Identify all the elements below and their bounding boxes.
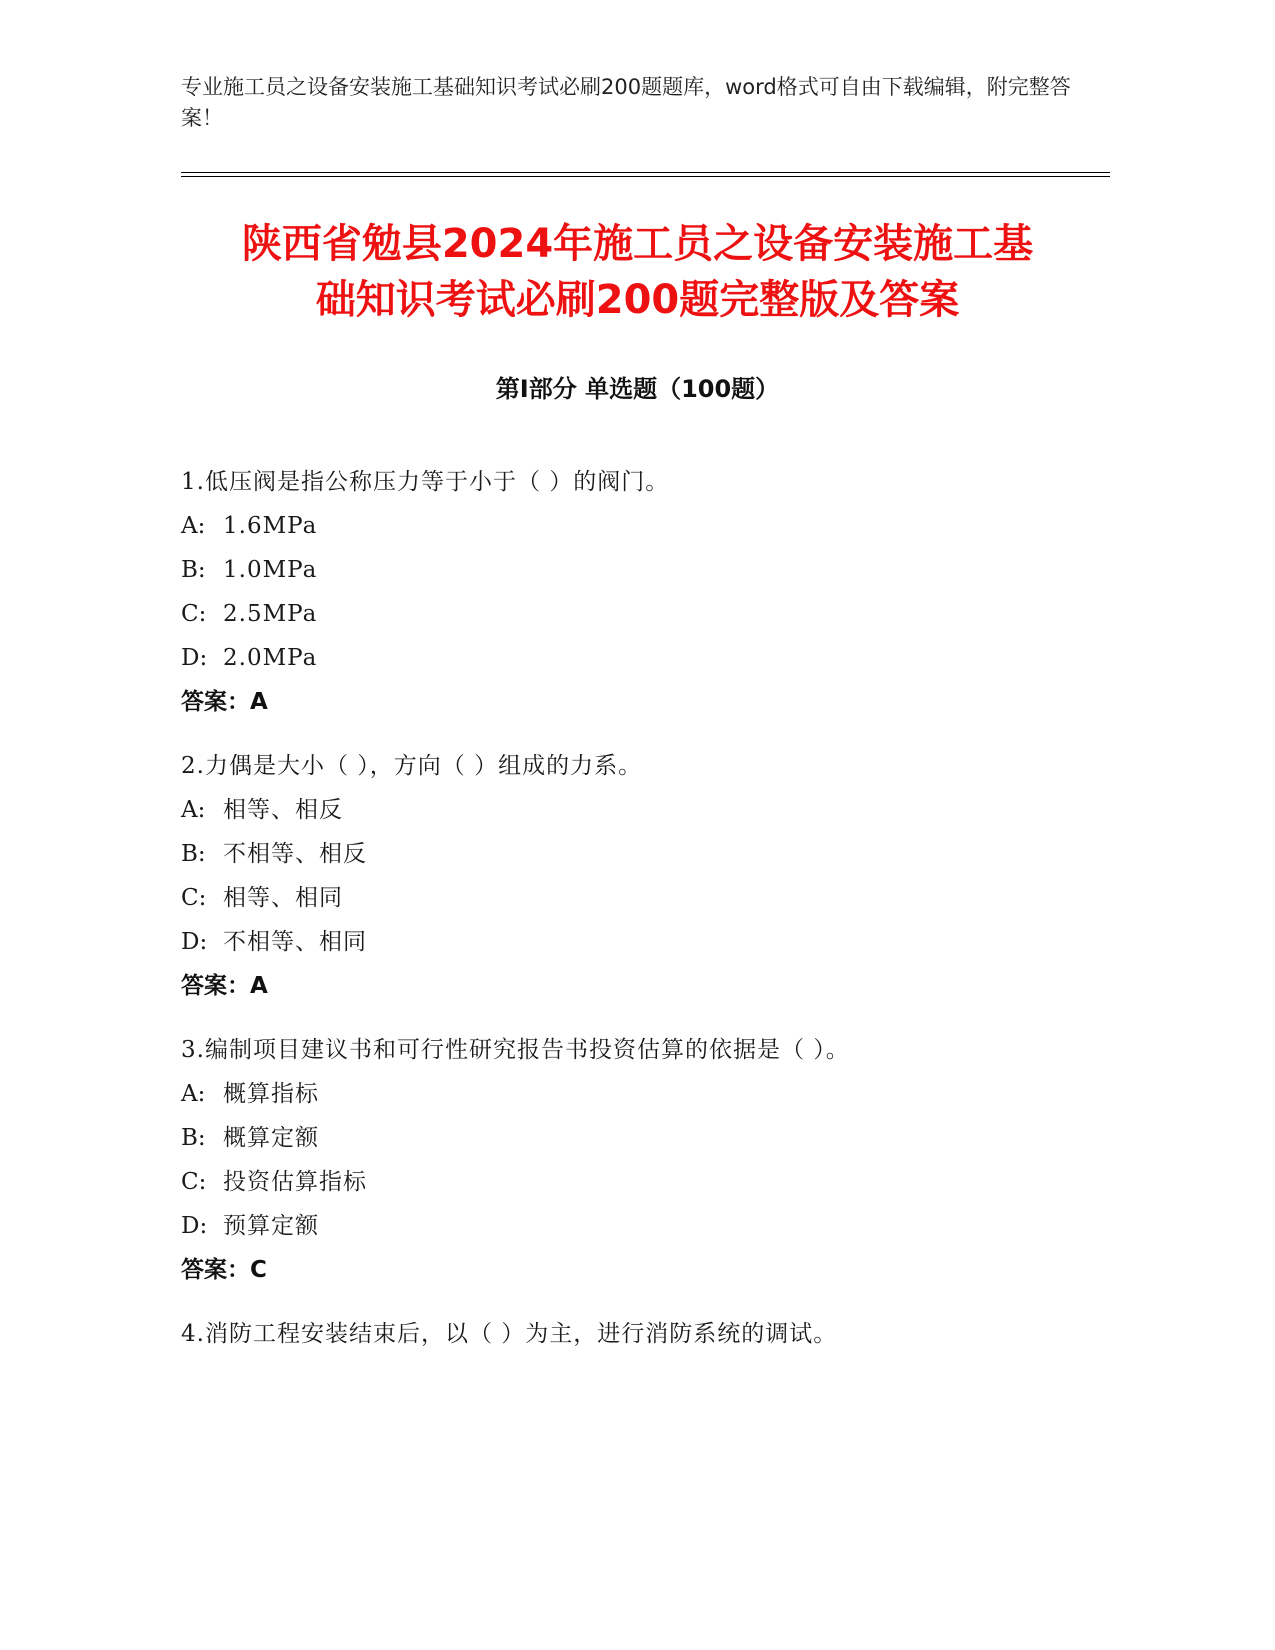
question-4 — [181, 1312, 1131, 1356]
option-key: A: — [181, 513, 206, 539]
question-1 — [181, 460, 1131, 724]
option-text: 1.0MPa — [223, 557, 318, 583]
document-title-line-2: 础知识考试必刷200题完整版及答案 — [315, 277, 960, 323]
option-text: 1.6MPa — [223, 513, 318, 539]
header-note: 专业施工员之设备安装施工基础知识考试必刷200题题库，word格式可自由下载编辑，附完整答案！ — [181, 75, 1071, 130]
option-key: D: — [181, 929, 208, 955]
section-heading: 第Ⅰ部分 单选题（100题） — [495, 375, 780, 403]
option-key: B: — [181, 1125, 206, 1151]
answer-label: 答案：A — [181, 973, 268, 999]
option-key: C: — [181, 601, 207, 627]
option-key: A: — [181, 797, 206, 823]
option-text: 不相等、相同 — [223, 929, 367, 955]
option-c — [181, 876, 1131, 920]
option-d — [181, 920, 1131, 964]
option-b — [181, 832, 1131, 876]
question-list — [181, 460, 1131, 1376]
question-stem: 2.力偶是大小（ ），方向（ ）组成的力系。 — [181, 753, 643, 779]
option-text: 相等、相反 — [223, 797, 343, 823]
document-title-line-1: 陕西省勉县2024年施工员之设备安装施工基 — [241, 221, 1034, 267]
option-b — [181, 548, 1131, 592]
option-text: 投资估算指标 — [223, 1169, 367, 1195]
option-c — [181, 1160, 1131, 1204]
header-divider-top — [181, 172, 1110, 173]
option-key: A: — [181, 1081, 206, 1107]
answer-label: 答案：C — [181, 1257, 267, 1283]
option-key: D: — [181, 1213, 208, 1239]
option-key: C: — [181, 885, 207, 911]
question-3 — [181, 1028, 1131, 1292]
option-d — [181, 636, 1131, 680]
option-text: 概算指标 — [223, 1081, 319, 1107]
option-key: B: — [181, 841, 206, 867]
option-text: 不相等、相反 — [223, 841, 367, 867]
question-stem: 3.编制项目建议书和可行性研究报告书投资估算的依据是（ ）。 — [181, 1037, 850, 1063]
option-text: 预算定额 — [223, 1213, 319, 1239]
option-b — [181, 1116, 1131, 1160]
answer-label: 答案：A — [181, 689, 268, 715]
question-stem: 4.消防工程安装结束后，以（ ）为主，进行消防系统的调试。 — [181, 1321, 838, 1347]
option-c — [181, 592, 1131, 636]
option-text: 2.0MPa — [223, 645, 318, 671]
option-text: 相等、相同 — [223, 885, 343, 911]
option-key: C: — [181, 1169, 207, 1195]
header-divider-bottom — [181, 176, 1110, 177]
option-key: B: — [181, 557, 206, 583]
option-text: 概算定额 — [223, 1125, 319, 1151]
document-title — [100, 216, 1175, 328]
option-key: D: — [181, 645, 208, 671]
question-2 — [181, 744, 1131, 1008]
option-a — [181, 788, 1131, 832]
option-text: 2.5MPa — [223, 601, 318, 627]
option-d — [181, 1204, 1131, 1248]
question-stem: 1.低压阀是指公称压力等于小于（ ）的阀门。 — [181, 469, 670, 495]
option-a — [181, 1072, 1131, 1116]
option-a — [181, 504, 1131, 548]
